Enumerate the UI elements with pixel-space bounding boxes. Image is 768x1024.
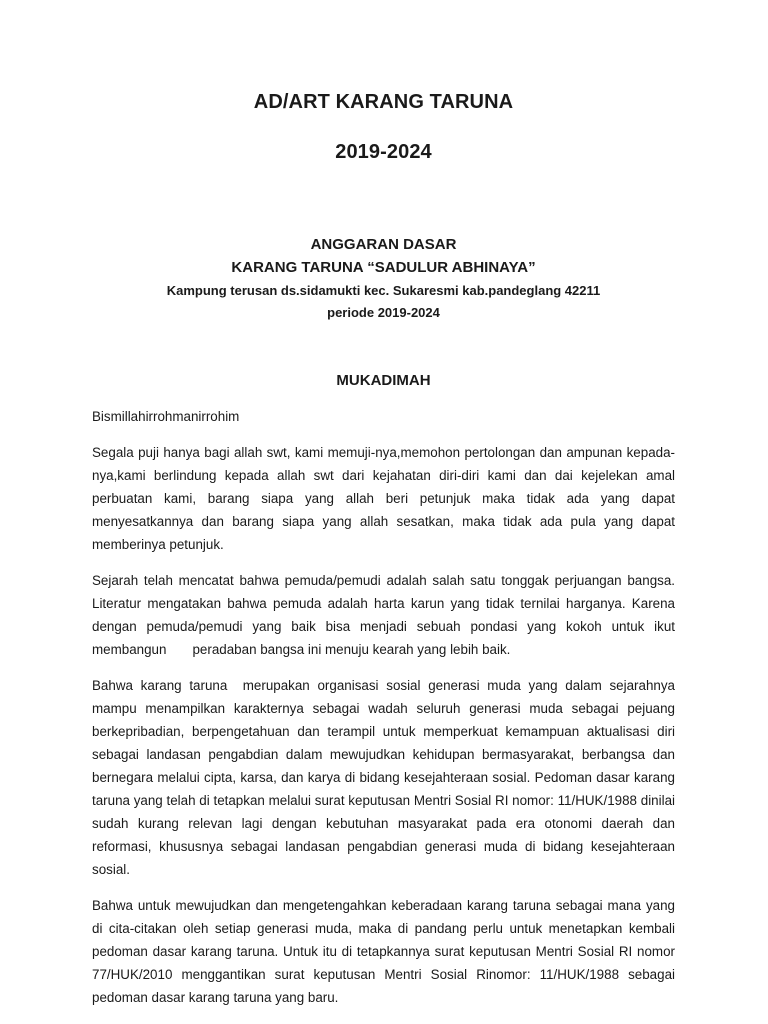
header-line-period: periode 2019-2024 <box>327 305 440 320</box>
section-title-mukadimah: MUKADIMAH <box>336 372 431 389</box>
document-title: AD/ART KARANG TARUNA <box>253 91 514 113</box>
document-years: 2019-2024 <box>335 141 432 163</box>
paragraph-decree: Bahwa untuk mewujudkan dan mengetengahkan keberadaan karang taruna sebagai mana yang di cita-citakan oleh setiap generasi muda, maka di pandang perlu untuk menetapkan kembali pedoman dasar karang taruna. Untuk itu di tetapkannya surat keputusan Mentri Sosial RI nomor 77/HUK/2010 menggantikan surat keputusan Mentri Sosial Rinomor: 11/HUK/1988 sebagai pedoman dasar karang taruna yang baru. <box>92 898 683 1005</box>
paragraph-basmalah: Bismillahirrohmanirrohim <box>92 409 240 424</box>
header-line-anggaran-dasar: ANGGARAN DASAR <box>310 236 457 253</box>
header-line-organization: KARANG TARUNA “SADULUR ABHINAYA” <box>231 259 536 276</box>
paragraph-praise: Segala puji hanya bagi allah swt, kami memuji-nya,memohon pertolongan dan ampunan kepada-nya,kami berlindung kepada allah swt dari kejahatan diri-diri kami dan dai kejelekan amal perbuatan kami, barang siapa yang allah beri petunjuk maka tidak ada yang dapat menyesatkannya dan barang siapa yang allah sesatkan, maka tidak ada pula yang dapat memberinya petunjuk. <box>92 445 675 552</box>
paragraph-organization: Bahwa karang taruna merupakan organisasi sosial generasi muda yang dalam sejarahnya mampu menampilkan karakternya sebagai wadah seluruh generasi muda sebagai pejuang berkepribadian, berpengetahuan dan terampil untuk memperkuat kemampuan aktualisasi diri sebagai landasan pengabdian dalam mewujudkan kehidupan bermasyarakat, berbangsa dan bernegara melalui cipta, karsa, dan karya di bidang kesejahteraan sosial. Pedoman dasar karang taruna yang telah di tetapkan melalui surat keputusan Mentri Sosial RI nomor: 11/HUK/1988 dinilai sudah kurang relevan lagi dengan kebutuhan masyarakat pada era otonomi daerah dan reformasi, khususnya sebagai landasan pengabdian generasi muda di bidang kesejahteraan sosial. <box>92 678 679 877</box>
header-line-address: Kampung terusan ds.sidamukti kec. Sukaresmi kab.pandeglang 42211 <box>166 283 601 298</box>
paragraph-history: Sejarah telah mencatat bahwa pemuda/pemudi adalah salah satu tonggak perjuangan bangsa. Literatur mengatakan bahwa pemuda adalah harta karun yang tidak ternilai harganya. Karena dengan pemuda/pemudi yang baik bisa menjadi sebuah pondasi yang kokoh untuk ikut membangun peradaban bangsa ini menuju kearah yang lebih baik. <box>92 573 679 657</box>
